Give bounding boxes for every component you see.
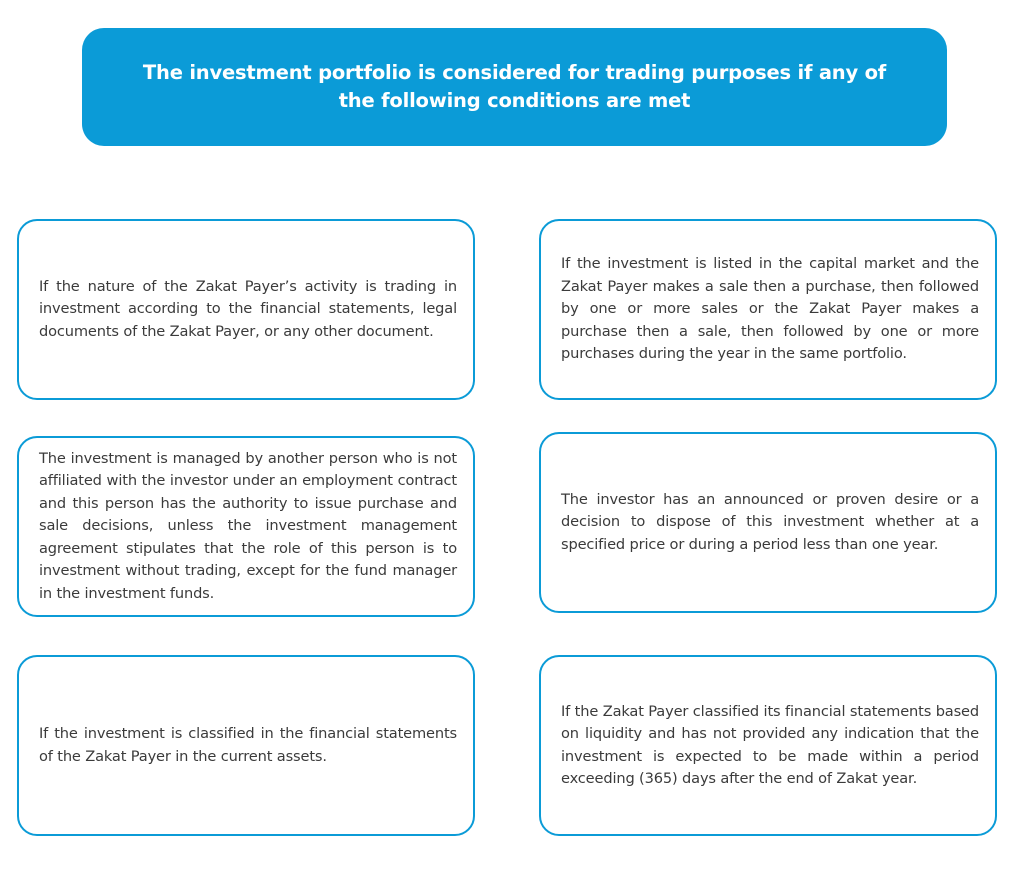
condition-card-current-assets <box>17 655 475 836</box>
condition-text: If the Zakat Payer classified its financial statements based on liquidity and has not provided any indication that the investment is expected to be made within a period exceeding (365) days after the end of Zakat year. <box>561 702 979 787</box>
condition-text: The investment is managed by another person who is not affiliated with the investor under an employment contract and this person has the authority to issue purchase and sale decisions, unless the investment management agreement stipulates that the role of this person is to investment without trading, except for the fund manager in the investment funds. <box>39 450 457 602</box>
page-title: The investment portfolio is considered for trading purposes if any of the following conditions are met <box>142 61 887 112</box>
condition-card-desire-to-dispose <box>539 432 997 613</box>
condition-card-managed-by-another-person <box>17 436 475 617</box>
condition-text: If the investment is listed in the capital market and the Zakat Payer makes a sale then a purchase, then followed by one or more sales or the Zakat Payer makes a purchase then a sale, then followed by one or more purchases during the year in the same portfolio. <box>561 255 979 363</box>
condition-card-liquidity-classification <box>539 655 997 836</box>
condition-text: If the nature of the Zakat Payer’s activity is trading in investment according to the financial statements, legal documents of the Zakat Payer, or any other document. <box>39 277 457 340</box>
condition-card-listed-capital-market <box>539 219 997 400</box>
conditions-header-banner <box>82 28 947 146</box>
condition-text: If the investment is classified in the financial statements of the Zakat Payer in the current assets. <box>39 725 457 765</box>
condition-text: The investor has an announced or proven desire or a decision to dispose of this investment whether at a specified price or during a period less than one year. <box>561 490 979 553</box>
condition-card-trading-activity <box>17 219 475 400</box>
